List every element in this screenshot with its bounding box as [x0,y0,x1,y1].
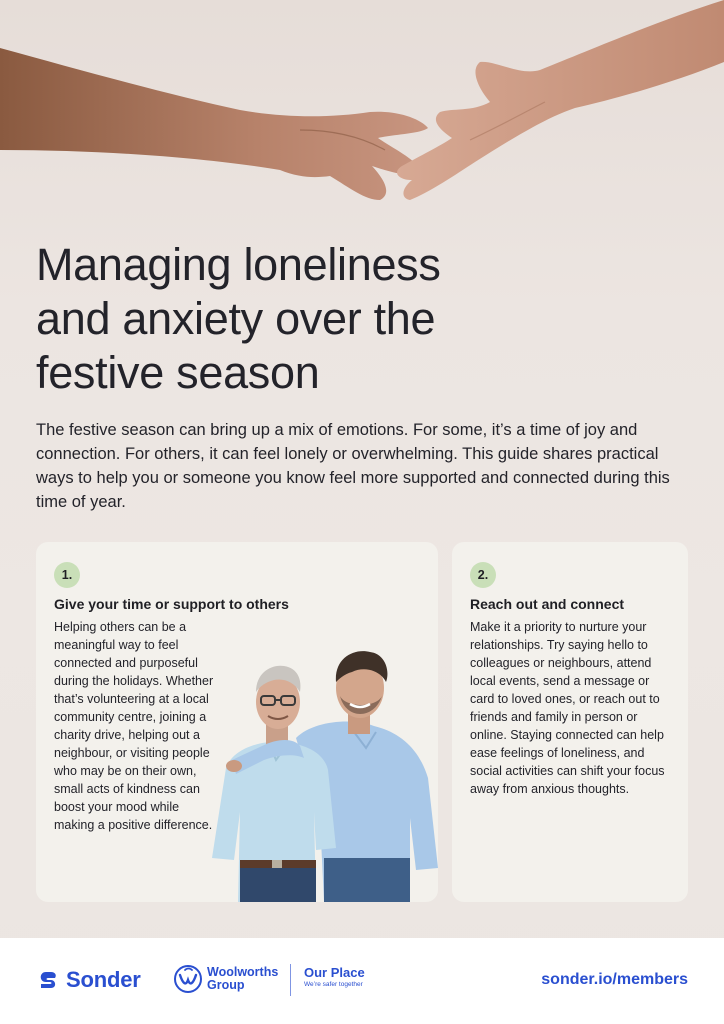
page-title [36,238,596,400]
sonder-members-link[interactable]: sonder.io/members [541,971,688,988]
sonder-mark-icon [36,968,60,992]
woolworths-group-logo[interactable] [173,964,278,994]
intro-paragraph: The festive season can bring up a mix of emotions. For some, it’s a time of joy and connection. For others, it can feel lonely or overwhelming. This guide shares practical ways to help you or someone you know feel more supported and connected during this time of year. [36,421,670,511]
tip-body: Helping others can be a meaningful way to feel connected and purposeful during the holidays. Whether that’s volunteering at a local community centre, joining a charity drive, helping out a neighbour, or visiting people who may be on their own, small acts of kindness can boost your mood while making a positive difference. [54,620,214,832]
our-place-tagline: We’re safer together [304,981,363,988]
title-line: and anxiety over the [36,293,436,344]
tip-number-badge: 1. [54,562,80,588]
tip-card-give-time [36,542,438,902]
title-line: Managing loneliness [36,239,441,290]
woolworths-line-1: Woolworths [207,965,279,979]
reaching-hands-image [0,0,724,230]
sonder-logo[interactable] [36,967,141,993]
title-line: festive season [36,347,320,398]
woolworths-line-2: Group [207,978,245,992]
our-place-logo[interactable] [304,966,365,989]
two-men-smiling-image [204,628,438,902]
tip-body: Make it a priority to nurture your relationships. Try saying hello to colleagues or neighbours, attend local events, send a message or card to loved ones, or reach out to friends and family in person or online. Staying connected can help ease feelings of loneliness, and social activities can shift your focus away from anxious thoughts. [470,620,665,796]
sonder-wordmark: Sonder [66,967,141,992]
tip-number-badge: 2. [470,562,496,588]
logo-divider [290,964,291,996]
footer [0,938,724,1024]
tip-card-reach-out [452,542,688,902]
tip-title: Reach out and connect [470,596,625,612]
woolworths-mark-icon [173,964,203,994]
tip-title: Give your time or support to others [54,596,289,612]
our-place-name: Our Place [304,965,365,980]
